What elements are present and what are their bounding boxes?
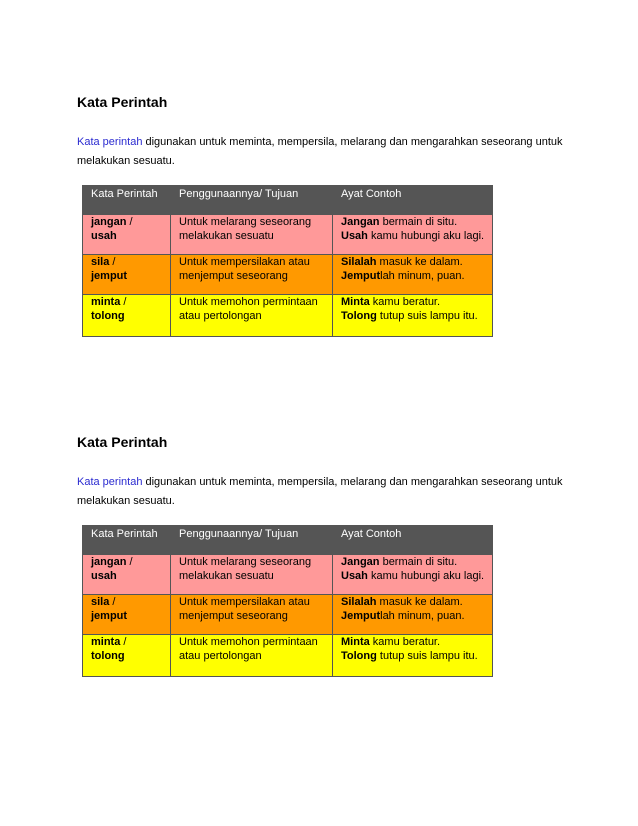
example-1-keyword: Minta — [341, 296, 370, 308]
header-ayat-contoh: Ayat Contoh — [333, 186, 493, 215]
table-row — [83, 215, 493, 255]
example-1-text: kamu beratur. — [369, 296, 441, 308]
example-2-keyword: Usah — [341, 229, 368, 242]
example-1-text: bermain di situ. — [379, 216, 458, 228]
word-secondary: tolong — [91, 309, 125, 322]
cell-word — [83, 555, 171, 595]
cell-example — [333, 635, 493, 677]
word-separator: / — [109, 596, 116, 608]
example-1-text: kamu beratur. — [369, 636, 441, 648]
word-primary: sila — [91, 596, 110, 608]
cell-usage: Untuk mempersilakan atau menjemput seseorang — [171, 255, 333, 295]
cell-usage: Untuk melarang seseorang melakukan sesuatu — [171, 555, 333, 595]
header-kata-perintah: Kata Perintah — [83, 526, 171, 555]
example-1-keyword: Silalah — [341, 596, 377, 608]
word-separator: / — [109, 256, 116, 268]
header-tujuan: Penggunaannya/ Tujuan — [171, 526, 333, 555]
cell-example — [333, 215, 493, 255]
header-tujuan: Penggunaannya/ Tujuan — [171, 186, 333, 215]
intro-text: digunakan untuk meminta, mempersila, melarang dan mengarahkan seseorang untuk melakukan sesuatu. — [77, 476, 563, 507]
header-ayat-contoh: Ayat Contoh — [333, 526, 493, 555]
cell-example — [333, 595, 493, 635]
cell-example — [333, 255, 493, 295]
example-2-text: kamu hubungi aku lagi. — [367, 229, 485, 242]
example-1-text: masuk ke dalam. — [376, 596, 463, 608]
example-1-keyword: Jangan — [341, 556, 380, 568]
table-row — [83, 555, 493, 595]
cell-usage: Untuk melarang seseorang melakukan sesuatu — [171, 215, 333, 255]
cell-word — [83, 595, 171, 635]
cell-usage: Untuk mempersilakan atau menjemput seseorang — [171, 595, 333, 635]
intro-paragraph — [77, 133, 567, 171]
section-1 — [77, 92, 597, 322]
example-2-text: tutup suis lampu itu. — [376, 649, 478, 662]
cell-word — [83, 255, 171, 295]
table-header-row — [83, 526, 493, 555]
example-1-text: bermain di situ. — [379, 556, 458, 568]
example-2-keyword: Tolong — [341, 649, 377, 662]
cell-usage: Untuk memohon permintaan atau pertolongan — [171, 295, 333, 337]
cell-example — [333, 295, 493, 337]
example-2-keyword: Jemput — [341, 269, 381, 282]
cell-usage: Untuk memohon permintaan atau pertolongan — [171, 635, 333, 677]
header-kata-perintah: Kata Perintah — [83, 186, 171, 215]
intro-keyword: Kata perintah — [77, 476, 143, 488]
word-secondary: jemput — [91, 269, 128, 282]
section-heading: Kata Perintah — [77, 94, 168, 110]
example-1-keyword: Silalah — [341, 256, 377, 268]
word-separator: / — [120, 636, 127, 648]
word-primary: sila — [91, 256, 110, 268]
section-heading: Kata Perintah — [77, 434, 168, 450]
example-2-keyword: Usah — [341, 569, 368, 582]
table-row — [83, 255, 493, 295]
table-row — [83, 635, 493, 677]
example-2-keyword: Jemput — [341, 609, 381, 622]
intro-keyword: Kata perintah — [77, 136, 143, 148]
cell-word — [83, 635, 171, 677]
intro-text: digunakan untuk meminta, mempersila, melarang dan mengarahkan seseorang untuk melakukan sesuatu. — [77, 136, 563, 167]
word-primary: minta — [91, 636, 121, 648]
example-2-text: tutup suis lampu itu. — [376, 309, 478, 322]
example-1-keyword: Minta — [341, 636, 370, 648]
word-secondary: usah — [91, 229, 117, 242]
kata-perintah-table — [82, 185, 493, 337]
word-primary: minta — [91, 296, 121, 308]
example-2-keyword: Tolong — [341, 309, 377, 322]
word-secondary: usah — [91, 569, 117, 582]
word-secondary: jemput — [91, 609, 128, 622]
kata-perintah-table — [82, 525, 493, 677]
word-secondary: tolong — [91, 649, 125, 662]
section-2 — [77, 432, 597, 662]
table-header-row — [83, 186, 493, 215]
example-1-text: masuk ke dalam. — [376, 256, 463, 268]
word-separator: / — [120, 296, 127, 308]
example-2-text: lah minum, puan. — [380, 609, 465, 622]
example-1-keyword: Jangan — [341, 216, 380, 228]
cell-word — [83, 215, 171, 255]
cell-word — [83, 295, 171, 337]
word-primary: jangan — [91, 216, 127, 228]
example-2-text: lah minum, puan. — [380, 269, 465, 282]
word-separator: / — [126, 556, 133, 568]
word-separator: / — [126, 216, 133, 228]
table-row — [83, 295, 493, 337]
table-row — [83, 595, 493, 635]
example-2-text: kamu hubungi aku lagi. — [367, 569, 485, 582]
word-primary: jangan — [91, 556, 127, 568]
cell-example — [333, 555, 493, 595]
intro-paragraph — [77, 473, 567, 511]
